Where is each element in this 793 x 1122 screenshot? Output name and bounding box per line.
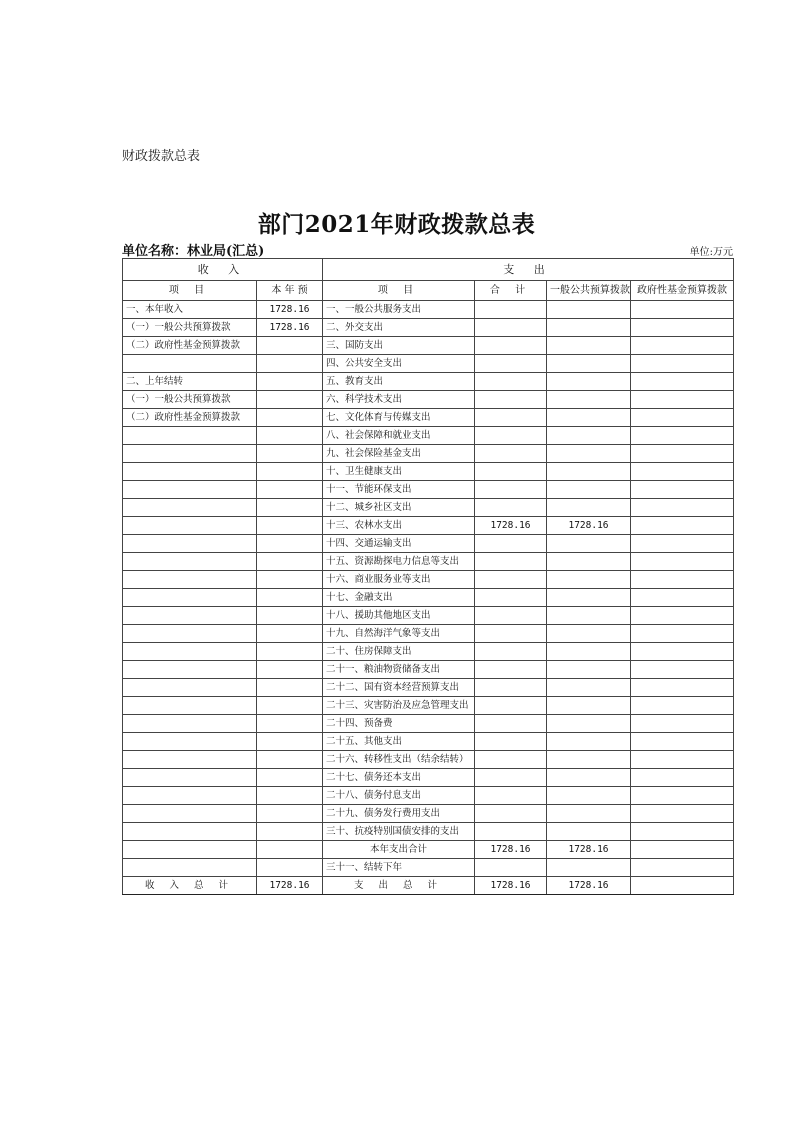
expense-item-cell: 九、社会保险基金支出 <box>323 445 475 463</box>
page-label: 财政拨款总表 <box>122 149 201 164</box>
income-budget-header: 本 年 预 <box>257 281 323 301</box>
expense-grand-total-value: 1728.16 <box>475 877 547 895</box>
income-budget-cell <box>257 445 323 463</box>
expense-general-cell <box>547 625 631 643</box>
expense-total-cell <box>475 769 547 787</box>
expense-general-cell <box>547 697 631 715</box>
expense-total-cell <box>475 751 547 769</box>
expense-fund-cell <box>631 643 734 661</box>
income-item-cell <box>123 643 257 661</box>
expense-fund-header: 政府性基金预算拨款 <box>631 281 734 301</box>
expense-general-cell <box>547 337 631 355</box>
expense-fund-cell <box>631 373 734 391</box>
empty-cell <box>257 859 323 877</box>
expense-item-cell: 十六、商业服务业等支出 <box>323 571 475 589</box>
expense-fund-cell <box>631 661 734 679</box>
expense-general-cell: 1728.16 <box>547 517 631 535</box>
expense-item-cell: 一、一般公共服务支出 <box>323 301 475 319</box>
table-row <box>123 355 734 373</box>
income-item-cell: 二、上年结转 <box>123 373 257 391</box>
expense-fund-cell <box>631 751 734 769</box>
expense-total-cell <box>475 301 547 319</box>
expense-grand-total-label: 支 出 总 计 <box>323 877 475 895</box>
income-budget-cell <box>257 607 323 625</box>
table-row <box>123 607 734 625</box>
expense-item-cell: 二十三、灾害防治及应急管理支出 <box>323 697 475 715</box>
expense-item-cell: 二十二、国有资本经营预算支出 <box>323 679 475 697</box>
expense-group-header: 支 出 <box>323 259 734 281</box>
expense-fund-cell <box>631 445 734 463</box>
income-budget-cell: 1728.16 <box>257 301 323 319</box>
income-budget-cell <box>257 769 323 787</box>
expense-item-cell: 十一、节能环保支出 <box>323 481 475 499</box>
expense-fund-cell <box>631 391 734 409</box>
income-item-cell <box>123 499 257 517</box>
income-item-cell <box>123 751 257 769</box>
income-item-cell <box>123 463 257 481</box>
expense-general-header: 一般公共预算拨款 <box>547 281 631 301</box>
page-title: 部门2021年财政拨款总表 <box>257 211 536 238</box>
expense-item-cell: 五、教育支出 <box>323 373 475 391</box>
expense-fund-cell <box>631 589 734 607</box>
expense-total-cell <box>475 805 547 823</box>
expense-general-cell <box>547 553 631 571</box>
income-item-cell <box>123 823 257 841</box>
expense-general-cell <box>547 679 631 697</box>
expense-fund-cell <box>631 319 734 337</box>
carry-forward-general <box>547 859 631 877</box>
table-row <box>123 517 734 535</box>
table-row <box>123 823 734 841</box>
income-budget-cell <box>257 697 323 715</box>
expense-grand-total-general: 1728.16 <box>547 877 631 895</box>
expense-total-cell <box>475 319 547 337</box>
expense-fund-cell <box>631 463 734 481</box>
table-row <box>123 535 734 553</box>
income-item-cell <box>123 625 257 643</box>
table-row <box>123 661 734 679</box>
expense-total-cell: 1728.16 <box>475 517 547 535</box>
unit-name: 单位名称：林业局(汇总) <box>122 244 265 259</box>
expense-general-cell <box>547 409 631 427</box>
income-budget-cell <box>257 805 323 823</box>
expense-total-cell <box>475 625 547 643</box>
annual-total-fund <box>631 841 734 859</box>
expense-item-cell: 十三、农林水支出 <box>323 517 475 535</box>
income-item-cell <box>123 481 257 499</box>
expense-item-cell: 十四、交通运输支出 <box>323 535 475 553</box>
income-item-cell <box>123 769 257 787</box>
empty-cell <box>123 841 257 859</box>
expense-general-cell <box>547 445 631 463</box>
grand-total-row <box>123 877 734 895</box>
income-item-cell: （二）政府性基金预算拨款 <box>123 337 257 355</box>
expense-general-cell <box>547 823 631 841</box>
income-budget-cell <box>257 733 323 751</box>
expense-fund-cell <box>631 769 734 787</box>
expense-total-cell <box>475 679 547 697</box>
table-row <box>123 373 734 391</box>
income-budget-cell <box>257 409 323 427</box>
income-item-cell: （二）政府性基金预算拨款 <box>123 409 257 427</box>
annual-total-value: 1728.16 <box>475 841 547 859</box>
income-budget-cell <box>257 643 323 661</box>
expense-item-cell: 十八、援助其他地区支出 <box>323 607 475 625</box>
expense-item-cell: 十、卫生健康支出 <box>323 463 475 481</box>
expense-total-cell <box>475 463 547 481</box>
income-item-cell <box>123 535 257 553</box>
expense-general-cell <box>547 301 631 319</box>
table-row <box>123 697 734 715</box>
expense-general-cell <box>547 481 631 499</box>
expense-fund-cell <box>631 607 734 625</box>
income-budget-cell <box>257 427 323 445</box>
money-unit: 单位:万元 <box>689 247 733 258</box>
expense-general-cell <box>547 571 631 589</box>
expense-general-cell <box>547 805 631 823</box>
expense-item-cell: 十七、金融支出 <box>323 589 475 607</box>
expense-general-cell <box>547 733 631 751</box>
expense-item-cell: 十五、资源勘探电力信息等支出 <box>323 553 475 571</box>
expense-general-cell <box>547 427 631 445</box>
expense-total-cell <box>475 445 547 463</box>
expense-total-cell <box>475 787 547 805</box>
expense-general-cell <box>547 661 631 679</box>
expense-fund-cell <box>631 481 734 499</box>
expense-general-cell <box>547 535 631 553</box>
carry-forward-label: 三十一、结转下年 <box>323 859 475 877</box>
expense-item-cell: 四、公共安全支出 <box>323 355 475 373</box>
table-row <box>123 751 734 769</box>
carry-forward-fund <box>631 859 734 877</box>
expense-fund-cell <box>631 499 734 517</box>
expense-total-cell <box>475 481 547 499</box>
income-item-cell <box>123 517 257 535</box>
table-row <box>123 499 734 517</box>
income-item-cell <box>123 589 257 607</box>
table-row <box>123 427 734 445</box>
group-header-row <box>123 259 734 281</box>
expense-fund-cell <box>631 337 734 355</box>
expense-fund-cell <box>631 571 734 589</box>
income-budget-cell <box>257 679 323 697</box>
expense-item-cell: 二十六、转移性支出（结余结转） <box>323 751 475 769</box>
expense-item-cell: 二、外交支出 <box>323 319 475 337</box>
income-budget-cell <box>257 391 323 409</box>
expense-total-cell <box>475 697 547 715</box>
income-budget-cell: 1728.16 <box>257 319 323 337</box>
expense-item-cell: 二十九、债务发行费用支出 <box>323 805 475 823</box>
expense-fund-cell <box>631 679 734 697</box>
income-item-cell <box>123 445 257 463</box>
annual-total-general: 1728.16 <box>547 841 631 859</box>
expense-total-cell <box>475 337 547 355</box>
expense-total-cell <box>475 535 547 553</box>
column-header-row <box>123 281 734 301</box>
income-budget-cell <box>257 373 323 391</box>
table-row <box>123 787 734 805</box>
expense-item-header: 项 目 <box>323 281 475 301</box>
income-budget-cell <box>257 517 323 535</box>
income-budget-cell <box>257 751 323 769</box>
income-item-cell: （一）一般公共预算拨款 <box>123 391 257 409</box>
income-budget-cell <box>257 481 323 499</box>
expense-total-cell <box>475 373 547 391</box>
expense-total-cell <box>475 643 547 661</box>
expense-item-cell: 二十一、粮油物资储备支出 <box>323 661 475 679</box>
carry-forward-total <box>475 859 547 877</box>
expense-general-cell <box>547 787 631 805</box>
expense-total-cell <box>475 661 547 679</box>
income-grand-total-value: 1728.16 <box>257 877 323 895</box>
expense-fund-cell <box>631 301 734 319</box>
table-row <box>123 679 734 697</box>
expense-total-cell <box>475 499 547 517</box>
expense-fund-cell <box>631 553 734 571</box>
expense-fund-cell <box>631 355 734 373</box>
expense-total-cell <box>475 589 547 607</box>
table-row <box>123 301 734 319</box>
expense-item-cell: 二十八、债务付息支出 <box>323 787 475 805</box>
expense-grand-total-fund <box>631 877 734 895</box>
income-item-cell <box>123 679 257 697</box>
expense-fund-cell <box>631 715 734 733</box>
expense-total-cell <box>475 427 547 445</box>
income-item-cell: 一、本年收入 <box>123 301 257 319</box>
income-budget-cell <box>257 589 323 607</box>
table-row <box>123 805 734 823</box>
table-row <box>123 733 734 751</box>
expense-fund-cell <box>631 787 734 805</box>
empty-cell <box>257 841 323 859</box>
expense-fund-cell <box>631 625 734 643</box>
expense-item-cell: 十二、城乡社区支出 <box>323 499 475 517</box>
expense-general-cell <box>547 355 631 373</box>
expense-fund-cell <box>631 427 734 445</box>
expense-item-cell: 十九、自然海洋气象等支出 <box>323 625 475 643</box>
income-budget-cell <box>257 337 323 355</box>
unit-line <box>122 240 733 258</box>
income-item-cell <box>123 553 257 571</box>
expense-item-cell: 三、国防支出 <box>323 337 475 355</box>
income-item-cell <box>123 805 257 823</box>
expense-total-cell <box>475 733 547 751</box>
table-row <box>123 445 734 463</box>
expense-item-cell: 三十、抗疫特别国债安排的支出 <box>323 823 475 841</box>
expense-total-cell <box>475 823 547 841</box>
income-item-header: 项 目 <box>123 281 257 301</box>
table-row <box>123 409 734 427</box>
expense-general-cell <box>547 715 631 733</box>
expense-fund-cell <box>631 517 734 535</box>
expense-fund-cell <box>631 535 734 553</box>
income-budget-cell <box>257 553 323 571</box>
table-row <box>123 337 734 355</box>
income-budget-cell <box>257 823 323 841</box>
income-item-cell <box>123 733 257 751</box>
income-budget-cell <box>257 715 323 733</box>
expense-general-cell <box>547 769 631 787</box>
table-row <box>123 319 734 337</box>
expense-fund-cell <box>631 409 734 427</box>
expense-total-cell <box>475 355 547 373</box>
income-budget-cell <box>257 625 323 643</box>
table-row <box>123 625 734 643</box>
expense-item-cell: 二十四、预备费 <box>323 715 475 733</box>
income-item-cell <box>123 661 257 679</box>
annual-total-label: 本年支出合计 <box>323 841 475 859</box>
table-row <box>123 571 734 589</box>
income-budget-cell <box>257 499 323 517</box>
income-item-cell: （一）一般公共预算拨款 <box>123 319 257 337</box>
expense-item-cell: 二十五、其他支出 <box>323 733 475 751</box>
income-item-cell <box>123 697 257 715</box>
expense-general-cell <box>547 499 631 517</box>
income-group-header: 收 入 <box>123 259 323 281</box>
table-row <box>123 643 734 661</box>
income-budget-cell <box>257 535 323 553</box>
carry-forward-row <box>123 859 734 877</box>
expense-fund-cell <box>631 823 734 841</box>
table-row <box>123 715 734 733</box>
expense-general-cell <box>547 751 631 769</box>
table-row <box>123 589 734 607</box>
income-item-cell <box>123 427 257 445</box>
income-item-cell <box>123 607 257 625</box>
expense-total-cell <box>475 553 547 571</box>
expense-general-cell <box>547 463 631 481</box>
expense-general-cell <box>547 373 631 391</box>
income-budget-cell <box>257 463 323 481</box>
table-row <box>123 463 734 481</box>
expense-general-cell <box>547 589 631 607</box>
table-row <box>123 553 734 571</box>
income-budget-cell <box>257 571 323 589</box>
income-item-cell <box>123 715 257 733</box>
expense-general-cell <box>547 607 631 625</box>
empty-cell <box>123 859 257 877</box>
annual-total-row <box>123 841 734 859</box>
expense-item-cell: 二十、住房保障支出 <box>323 643 475 661</box>
expense-general-cell <box>547 391 631 409</box>
income-budget-cell <box>257 787 323 805</box>
expense-total-cell <box>475 391 547 409</box>
income-item-cell <box>123 355 257 373</box>
table-row <box>123 769 734 787</box>
expense-item-cell: 二十七、债务还本支出 <box>323 769 475 787</box>
expense-total-cell <box>475 607 547 625</box>
appropriation-table <box>122 258 734 895</box>
table-row <box>123 481 734 499</box>
expense-fund-cell <box>631 805 734 823</box>
table-row <box>123 391 734 409</box>
expense-fund-cell <box>631 697 734 715</box>
expense-general-cell <box>547 319 631 337</box>
table-body <box>123 301 734 841</box>
expense-total-cell <box>475 715 547 733</box>
expense-total-header: 合 计 <box>475 281 547 301</box>
expense-total-cell <box>475 409 547 427</box>
expense-item-cell: 六、科学技术支出 <box>323 391 475 409</box>
income-grand-total-label: 收 入 总 计 <box>123 877 257 895</box>
income-budget-cell <box>257 661 323 679</box>
expense-general-cell <box>547 643 631 661</box>
income-item-cell <box>123 571 257 589</box>
income-item-cell <box>123 787 257 805</box>
expense-item-cell: 七、文化体育与传媒支出 <box>323 409 475 427</box>
expense-fund-cell <box>631 733 734 751</box>
expense-total-cell <box>475 571 547 589</box>
expense-item-cell: 八、社会保障和就业支出 <box>323 427 475 445</box>
income-budget-cell <box>257 355 323 373</box>
